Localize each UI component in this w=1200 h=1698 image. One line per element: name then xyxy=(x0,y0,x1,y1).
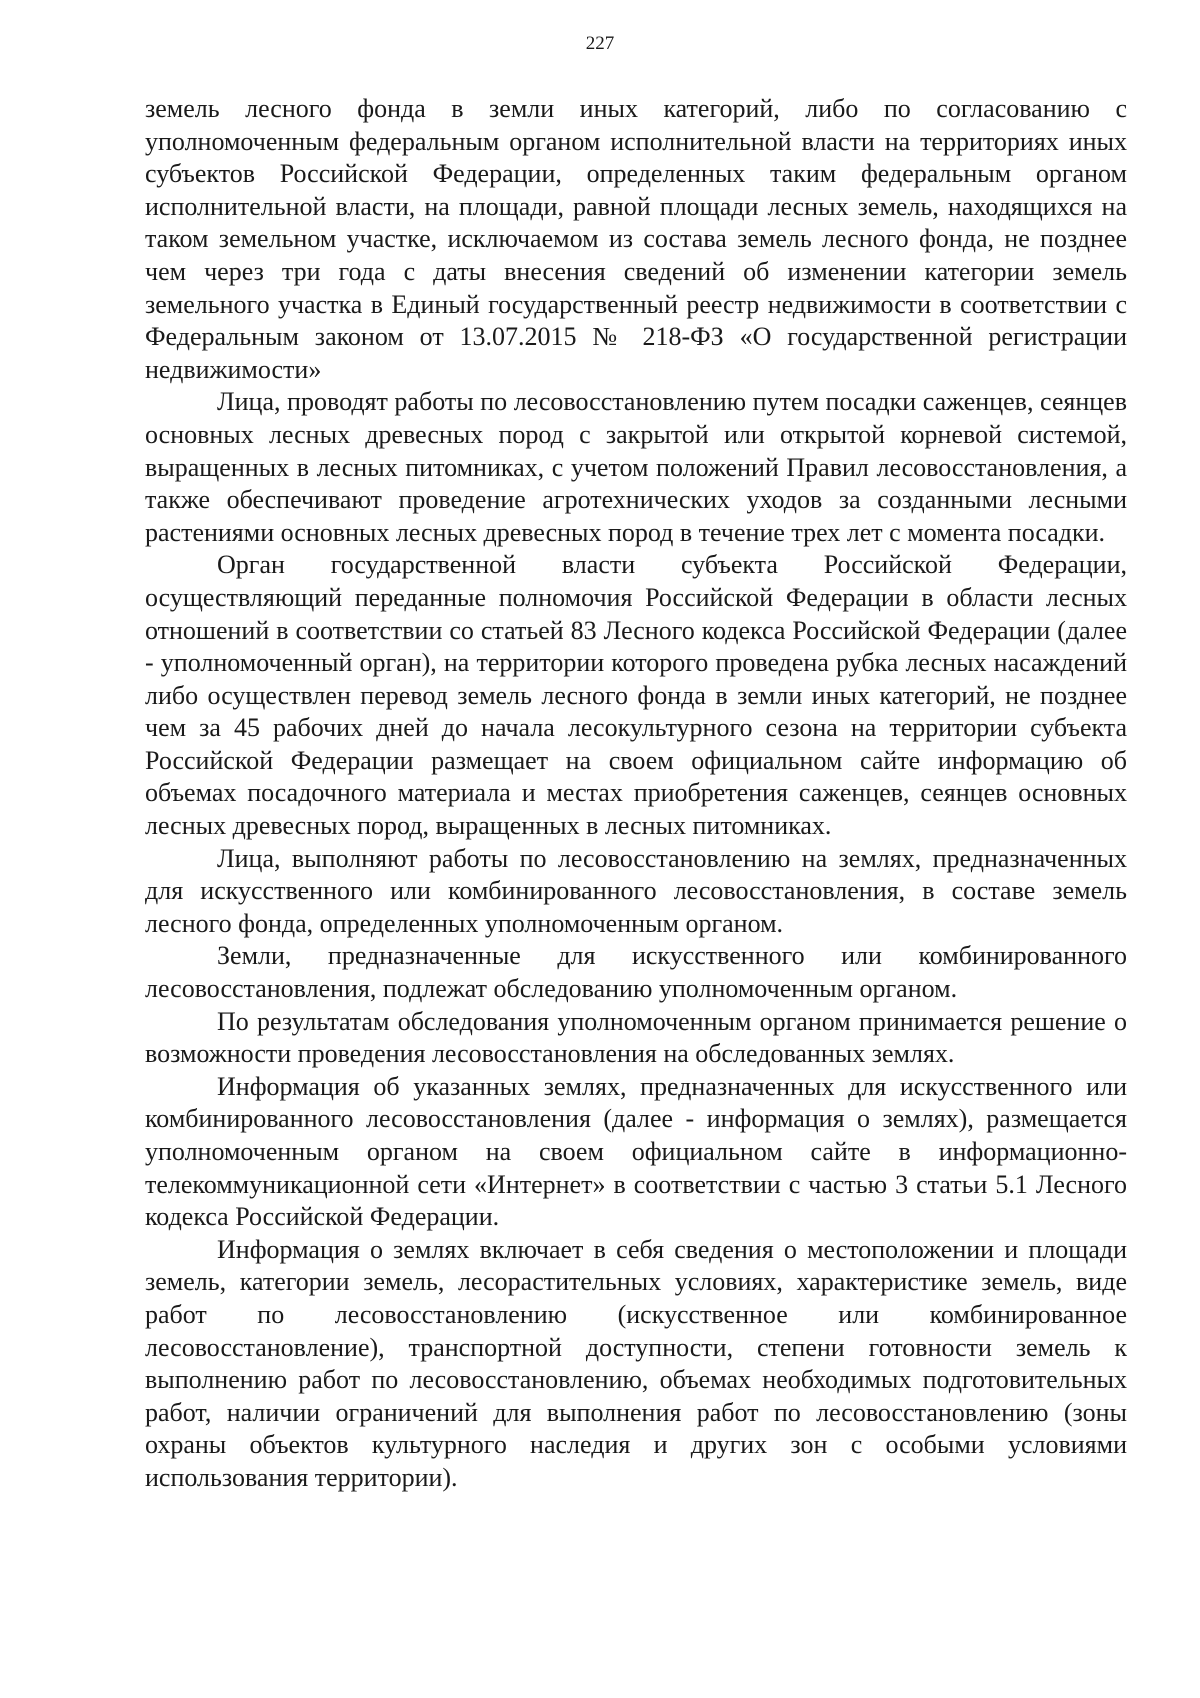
paragraph: Лица, выполняют работы по лесовосстановлению на землях, предназначенных для искусственного или комбинированного лесовосстановления, в составе земель лесного фонда, определенных уполномоченным органом. xyxy=(145,843,1127,938)
paragraph-continuation: земель лесного фонда в земли иных категорий, либо по согласованию с уполномоченным федеральным органом исполнительной власти на территориях иных субъектов Российской Федерации, определенных таким федеральным органом исполнительной власти, на площади, равной площади лесных земель, находящихся на таком земельном участке, исключаемом из состава земель лесного фонда, не позднее чем через три года с даты внесения сведений об изменении категории земель земельного участка в Единый государственный реестр недвижимости в соответствии с Федеральным законом от 13.07.2015 № 218-ФЗ «О государственной регистрации недвижимости» xyxy=(145,94,1127,384)
paragraph: Орган государственной власти субъекта Российской Федерации, осуществляющий переданные полномочия Российской Федерации в области лесных отношений в соответствии со статьей 83 Лесного кодекса Российской Федерации (далее - уполномоченный орган), на территории которого проведена рубка лесных насаждений либо осуществлен перевод земель лесного фонда в земли иных категорий, не позднее чем за 45 рабочих дней до начала лесокультурного сезона на территории субъекта Российской Федерации размещает на своем официальном сайте информацию об объемах посадочного материала и местах приобретения саженцев, сеянцев основных лесных древесных пород, выращенных в лесных питомниках. xyxy=(145,550,1127,841)
paragraph: Информация о землях включает в себя сведения о местоположении и площади земель, категории земель, лесорастительных условиях, характеристике земель, виде работ по лесовосстановлению (искусственное или комбинированное лесовосстановление), транспортной доступности, степени готовности земель к выполнению работ по лесовосстановлению, объемах необходимых подготовительных работ, наличии ограничений для выполнения работ по лесовосстановлению (зоны охраны объектов культурного наследия и других зон с особыми условиями использования территории). xyxy=(145,1234,1127,1492)
paragraph: Лица, проводят работы по лесовосстановлению путем посадки саженцев, сеянцев основных лесных древесных пород с закрытой или открытой корневой системой, выращенных в лесных питомниках, с учетом положений Правил лесовосстановления, а также обеспечивают проведение агротехнических уходов за созданными лесными растениями основных лесных древесных пород в течение трех лет с момента посадки. xyxy=(145,387,1127,547)
paragraph: Земли, предназначенные для искусственного или комбинированного лесовосстановления, подлежат обследованию уполномоченным органом. xyxy=(145,941,1127,1004)
document-body xyxy=(145,93,1127,1495)
paragraph: Информация об указанных землях, предназначенных для искусственного или комбинированного лесовосстановления (далее - информация о землях), размещается уполномоченным органом на своем официальном сайте в информационно-телекоммуникационной сети «Интернет» в соответствии с частью 3 статьи 5.1 Лесного кодекса Российской Федерации. xyxy=(145,1071,1127,1232)
paragraph: По результатам обследования уполномоченным органом принимается решение о возможности проведения лесовосстановления на обследованных землях. xyxy=(145,1006,1127,1069)
page-number: 227 xyxy=(585,33,615,54)
